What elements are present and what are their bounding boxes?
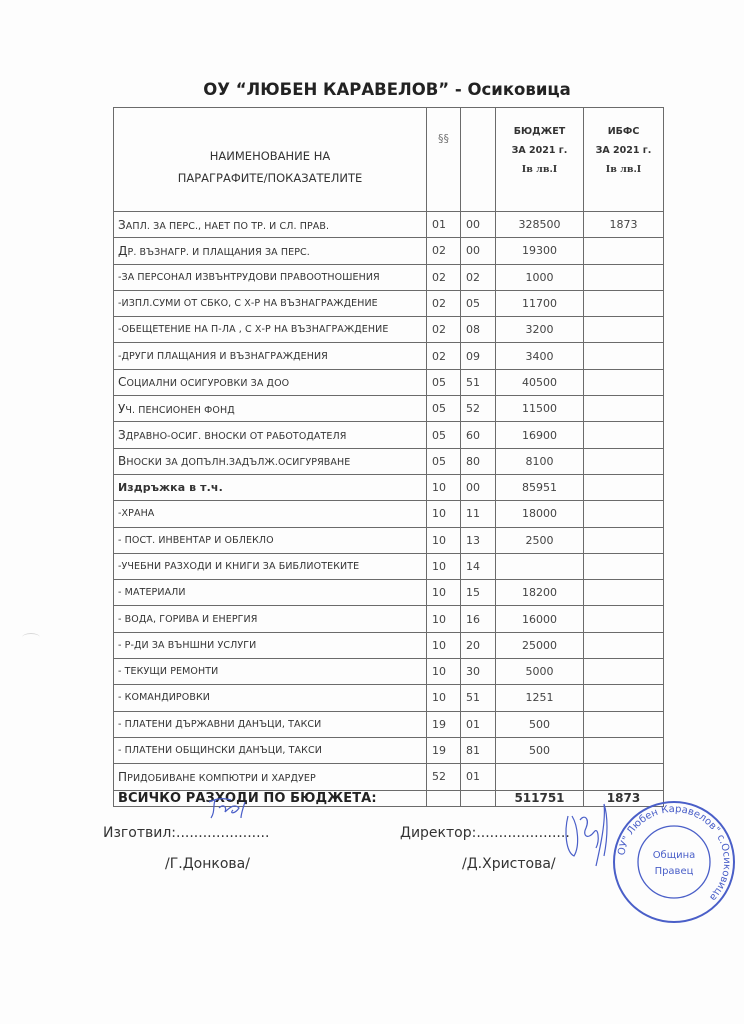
table-row xyxy=(114,238,664,264)
table-row xyxy=(114,264,664,290)
row-paragraph: 52 xyxy=(427,764,461,790)
scan-margin-mark xyxy=(22,633,40,642)
row-budget: 3200 xyxy=(496,317,584,343)
table-row xyxy=(114,343,664,369)
table-row xyxy=(114,212,664,238)
row-subparagraph: 51 xyxy=(461,685,496,711)
row-ibfs xyxy=(584,527,664,553)
row-name xyxy=(114,448,427,474)
row-budget: 18000 xyxy=(496,501,584,527)
row-subparagraph: 51 xyxy=(461,369,496,395)
row-paragraph: 10 xyxy=(427,527,461,553)
row-budget: 8100 xyxy=(496,448,584,474)
row-ibfs xyxy=(584,290,664,316)
row-subparagraph: 16 xyxy=(461,606,496,632)
table-row xyxy=(114,369,664,395)
row-ibfs xyxy=(584,422,664,448)
row-ibfs xyxy=(584,685,664,711)
stamp-outer-text: ОУ" Любен Каравелов" с.Осиковица xyxy=(616,803,733,903)
table-header-row xyxy=(114,108,664,212)
row-ibfs xyxy=(584,501,664,527)
row-ibfs xyxy=(584,448,664,474)
row-name xyxy=(114,474,427,500)
row-ibfs xyxy=(584,632,664,658)
row-paragraph: 10 xyxy=(427,580,461,606)
row-paragraph: 10 xyxy=(427,553,461,579)
row-paragraph: 10 xyxy=(427,685,461,711)
table-row xyxy=(114,527,664,553)
prepared-by-name: /Г.Донкова/ xyxy=(165,856,250,872)
row-subparagraph: 02 xyxy=(461,264,496,290)
table-row xyxy=(114,580,664,606)
row-subparagraph: 09 xyxy=(461,343,496,369)
header-ibfs-unit: Iв лв.I xyxy=(605,164,642,175)
row-name-text: Ч. ПЕНСИОНЕН ФОНД xyxy=(125,404,235,416)
row-subparagraph: 00 xyxy=(461,474,496,500)
budget-table xyxy=(113,107,664,807)
row-name-text: Р. ВЪЗНАГР. И ПЛАЩАНИЯ ЗА ПЕРС. xyxy=(127,246,310,258)
row-name-text: - ТЕКУЩИ РЕМОНТИ xyxy=(118,666,219,678)
row-budget: 40500 xyxy=(496,369,584,395)
header-name-line1: НАИМЕНОВАНИЕ НА xyxy=(209,148,331,163)
row-paragraph: 05 xyxy=(427,448,461,474)
row-name-initial: П xyxy=(118,769,128,784)
row-name xyxy=(114,343,427,369)
header-paragraph: §§ xyxy=(427,108,461,212)
row-subparagraph: 00 xyxy=(461,212,496,238)
table-row xyxy=(114,685,664,711)
row-name-text: ОЦИАЛНИ ОСИГУРОВКИ ЗА ДОО xyxy=(126,378,290,390)
row-budget: 19300 xyxy=(496,238,584,264)
row-subparagraph: 01 xyxy=(461,764,496,790)
table-row xyxy=(114,448,664,474)
row-name xyxy=(114,685,427,711)
director-name: /Д.Христова/ xyxy=(462,856,556,872)
row-name-text: - ПЛАТЕНИ ОБЩИНСКИ ДАНЪЦИ, ТАКСИ xyxy=(118,745,322,757)
row-name xyxy=(114,317,427,343)
row-ibfs xyxy=(584,659,664,685)
row-ibfs xyxy=(584,764,664,790)
row-budget xyxy=(496,553,584,579)
row-budget: 16000 xyxy=(496,606,584,632)
signature-donkova-icon xyxy=(205,796,255,822)
row-paragraph: 01 xyxy=(427,212,461,238)
row-name-initial: Д xyxy=(118,243,128,258)
table-row xyxy=(114,764,664,790)
row-budget: 85951 xyxy=(496,474,584,500)
row-ibfs xyxy=(584,264,664,290)
row-budget: 25000 xyxy=(496,632,584,658)
row-paragraph: 02 xyxy=(427,317,461,343)
row-name-text: НОСКИ ЗА ДОПЪЛН.ЗАДЪЛЖ.ОСИГУРЯВАНЕ xyxy=(126,457,351,469)
row-name-text: -ИЗПЛ.СУМИ ОТ СБКО, С Х-Р НА ВЪЗНАГРАЖДЕНИЕ xyxy=(118,298,378,310)
row-name xyxy=(114,501,427,527)
row-budget: 500 xyxy=(496,737,584,763)
row-ibfs xyxy=(584,737,664,763)
table-row xyxy=(114,501,664,527)
table-row xyxy=(114,711,664,737)
row-paragraph: 10 xyxy=(427,606,461,632)
row-budget: 11700 xyxy=(496,290,584,316)
director-label: Директор:..................... xyxy=(400,825,570,841)
row-paragraph: 10 xyxy=(427,659,461,685)
total-ibfs: 1873 xyxy=(584,790,664,806)
row-ibfs xyxy=(584,396,664,422)
row-name xyxy=(114,764,427,790)
row-budget: 18200 xyxy=(496,580,584,606)
table-row xyxy=(114,553,664,579)
header-budget-unit: Iв лв.I xyxy=(521,164,558,175)
table-row xyxy=(114,317,664,343)
row-budget: 328500 xyxy=(496,212,584,238)
row-name-text: - ВОДА, ГОРИВА И ЕНЕРГИЯ xyxy=(118,613,258,625)
row-subparagraph: 52 xyxy=(461,396,496,422)
total-label: ВСИЧКО РАЗХОДИ ПО БЮДЖЕТА: xyxy=(114,790,427,806)
row-paragraph: 10 xyxy=(427,632,461,658)
row-paragraph: 19 xyxy=(427,737,461,763)
row-name xyxy=(114,396,427,422)
row-ibfs: 1873 xyxy=(584,212,664,238)
header-name xyxy=(114,108,427,212)
row-name-text: - Р-ДИ ЗА ВЪНШНИ УСЛУГИ xyxy=(118,639,257,651)
row-paragraph: 19 xyxy=(427,711,461,737)
row-paragraph: 05 xyxy=(427,396,461,422)
table-row xyxy=(114,290,664,316)
row-ibfs xyxy=(584,317,664,343)
table-row xyxy=(114,632,664,658)
table-body xyxy=(114,212,664,791)
row-subparagraph: 05 xyxy=(461,290,496,316)
header-ibfs-title: ИБФС xyxy=(607,126,640,137)
row-subparagraph: 00 xyxy=(461,238,496,264)
row-budget: 1000 xyxy=(496,264,584,290)
row-budget: 3400 xyxy=(496,343,584,369)
official-stamp-icon xyxy=(612,800,736,924)
row-subparagraph: 60 xyxy=(461,422,496,448)
row-ibfs xyxy=(584,553,664,579)
row-name xyxy=(114,290,427,316)
row-budget xyxy=(496,764,584,790)
row-paragraph: 02 xyxy=(427,343,461,369)
row-ibfs xyxy=(584,238,664,264)
header-budget xyxy=(496,108,584,212)
row-budget: 5000 xyxy=(496,659,584,685)
row-name xyxy=(114,659,427,685)
row-ibfs xyxy=(584,711,664,737)
row-name-text: РИДОБИВАНЕ КОМПЮТРИ И ХАРДУЕР xyxy=(127,772,316,784)
row-name xyxy=(114,264,427,290)
total-paragraph xyxy=(427,790,461,806)
row-name xyxy=(114,212,427,238)
row-subparagraph: 30 xyxy=(461,659,496,685)
document-title: ОУ “ЛЮБЕН КАРАВЕЛОВ” - Осиковица xyxy=(203,80,571,99)
header-subparagraph xyxy=(461,108,496,212)
row-name-text: - КОМАНДИРОВКИ xyxy=(118,692,211,704)
row-name-text: -ЗА ПЕРСОНАЛ ИЗВЪНТРУДОВИ ПРАВООТНОШЕНИЯ xyxy=(118,271,380,283)
row-name xyxy=(114,422,427,448)
row-name-initial: В xyxy=(118,454,127,469)
row-budget: 500 xyxy=(496,711,584,737)
header-name-line2: ПАРАГРАФИТЕ/ПОКАЗАТЕЛИТЕ xyxy=(177,170,363,185)
row-name-text: -ДРУГИ ПЛАЩАНИЯ И ВЪЗНАГРАЖДЕНИЯ xyxy=(118,350,328,362)
table-row xyxy=(114,396,664,422)
row-subparagraph: 81 xyxy=(461,737,496,763)
row-name xyxy=(114,737,427,763)
table-row xyxy=(114,659,664,685)
row-name xyxy=(114,369,427,395)
row-paragraph: 05 xyxy=(427,422,461,448)
row-name xyxy=(114,527,427,553)
row-name xyxy=(114,606,427,632)
row-name-text: Издръжка в т.ч. xyxy=(118,481,223,495)
prepared-by-label: Изготвил:..................... xyxy=(103,825,270,841)
row-name xyxy=(114,238,427,264)
row-paragraph: 10 xyxy=(427,501,461,527)
row-name-text: - ПЛАТЕНИ ДЪРЖАВНИ ДАНЪЦИ, ТАКСИ xyxy=(118,718,322,730)
row-name-text: - ПОСТ. ИНВЕНТАР И ОБЛЕКЛО xyxy=(118,534,274,546)
row-name-initial: С xyxy=(118,375,127,390)
row-name-text: -ОБЕЩЕТЕНИЕ НА П-ЛА , С Х-Р НА ВЪЗНАГРАЖДЕНИЕ xyxy=(118,324,389,336)
row-name xyxy=(114,711,427,737)
row-ibfs xyxy=(584,343,664,369)
row-subparagraph: 11 xyxy=(461,501,496,527)
header-ibfs xyxy=(584,108,664,212)
row-name-initial: У xyxy=(118,401,126,416)
row-paragraph: 05 xyxy=(427,369,461,395)
row-budget: 16900 xyxy=(496,422,584,448)
row-paragraph: 02 xyxy=(427,264,461,290)
row-subparagraph: 13 xyxy=(461,527,496,553)
row-subparagraph: 15 xyxy=(461,580,496,606)
row-name-text: ДРАВНО-ОСИГ. ВНОСКИ ОТ РАБОТОДАТЕЛЯ xyxy=(125,431,347,443)
row-budget: 1251 xyxy=(496,685,584,711)
row-name-text: -ХРАНА xyxy=(118,508,155,520)
stamp-inner-line1: Община xyxy=(652,850,696,861)
row-paragraph: 10 xyxy=(427,474,461,500)
row-budget: 11500 xyxy=(496,396,584,422)
row-budget: 2500 xyxy=(496,527,584,553)
row-subparagraph: 80 xyxy=(461,448,496,474)
table-row xyxy=(114,737,664,763)
signature-hristova-icon xyxy=(560,796,610,876)
total-subparagraph xyxy=(461,790,496,806)
row-name xyxy=(114,553,427,579)
row-subparagraph: 01 xyxy=(461,711,496,737)
row-ibfs xyxy=(584,606,664,632)
row-name xyxy=(114,580,427,606)
row-name-text: -УЧЕБНИ РАЗХОДИ И КНИГИ ЗА БИБЛИОТЕКИТЕ xyxy=(118,561,360,572)
row-name-initial: З xyxy=(118,217,126,232)
table-row xyxy=(114,422,664,448)
row-name-text: АПЛ. ЗА ПЕРС., НАЕТ ПО ТР. И СЛ. ПРАВ. xyxy=(125,220,330,232)
row-paragraph: 02 xyxy=(427,238,461,264)
row-subparagraph: 08 xyxy=(461,317,496,343)
row-ibfs xyxy=(584,369,664,395)
row-subparagraph: 20 xyxy=(461,632,496,658)
header-budget-title: БЮДЖЕТ xyxy=(513,126,566,137)
row-name-initial: З xyxy=(118,428,126,443)
table-row xyxy=(114,606,664,632)
row-name xyxy=(114,632,427,658)
row-name-text: - МАТЕРИАЛИ xyxy=(118,587,186,599)
stamp-inner-line2: Правец xyxy=(654,866,694,877)
row-ibfs xyxy=(584,474,664,500)
row-subparagraph: 14 xyxy=(461,553,496,579)
total-budget: 511751 xyxy=(496,790,584,806)
row-paragraph: 02 xyxy=(427,290,461,316)
header-ibfs-year: ЗА 2021 г. xyxy=(595,145,652,156)
header-budget-year: ЗА 2021 г. xyxy=(511,145,568,156)
row-ibfs xyxy=(584,580,664,606)
table-row xyxy=(114,474,664,500)
